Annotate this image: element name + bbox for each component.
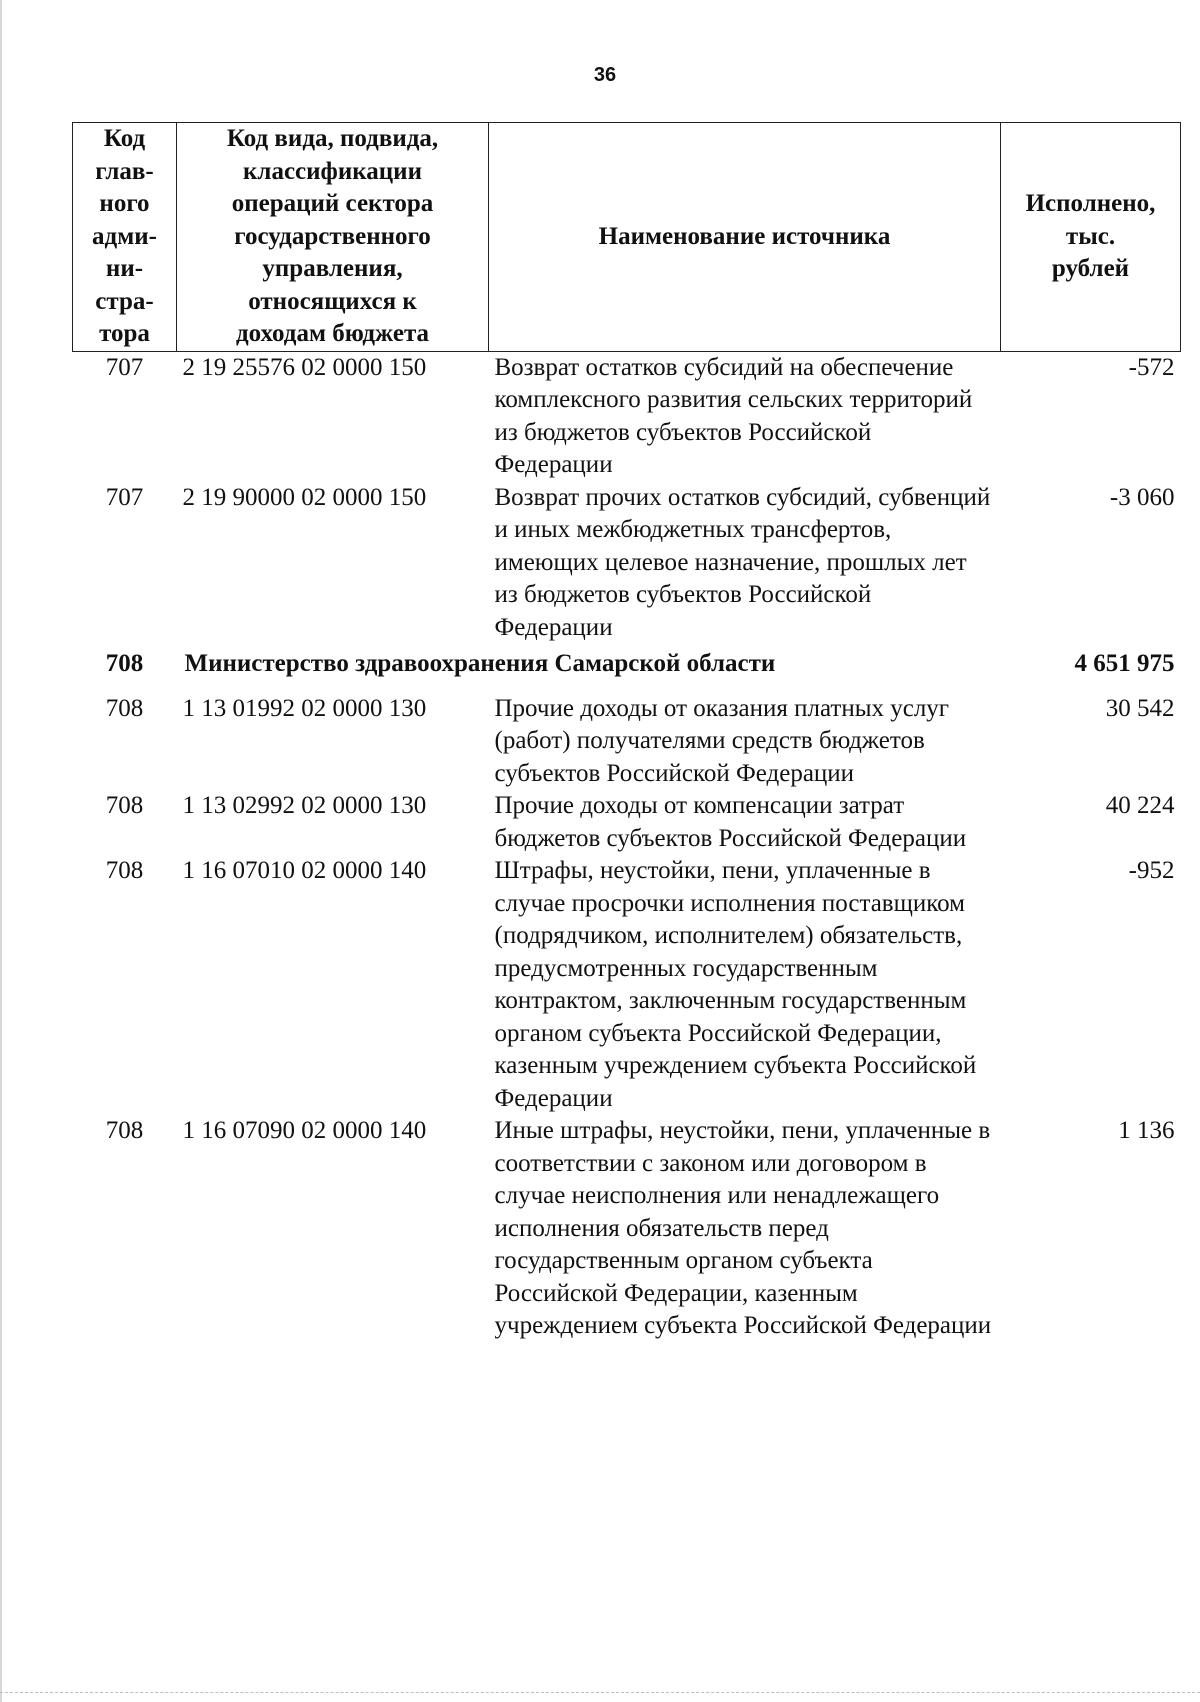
- amount-cell: 1 136: [1118, 1117, 1175, 1144]
- kbk-code-cell: 1 13 01992 02 0000 130: [182, 694, 427, 722]
- kbk-code-cell: 2 19 90000 02 0000 150: [182, 483, 427, 511]
- table-row: [73, 1115, 1181, 1343]
- header-line: операций сектора: [231, 190, 434, 217]
- header-line: рублей: [1051, 255, 1130, 282]
- header-admin-code: [73, 123, 177, 352]
- scan-edge-bottom: [0, 1692, 1200, 1694]
- table-header-row: [73, 123, 1181, 352]
- page-number: 36: [593, 64, 617, 86]
- source-name-cell: Прочие доходы от оказания платных услуг (работ) получателями средств бюджетов субъектов Российской Федерации: [494, 694, 950, 787]
- admin-code-cell: 708: [105, 694, 144, 722]
- revenue-sources-table: [72, 122, 1181, 1343]
- admin-code-cell: 708: [105, 792, 144, 819]
- header-line: глав-: [95, 157, 154, 185]
- table-row: [73, 790, 1181, 855]
- amount-cell: -572: [1128, 353, 1175, 381]
- header-line: государственного: [234, 222, 431, 250]
- source-name-cell: Возврат прочих остатков субсидий, субвенций и иных межбюджетных трансфертов, имеющих целевое назначение, прошлых лет из бюджетов субъектов Российской Федерации: [494, 483, 991, 641]
- kbk-code-cell: 1 16 07010 02 0000 140: [182, 857, 427, 884]
- header-executed: [1001, 123, 1181, 352]
- header-line: тора: [99, 320, 150, 347]
- table-row: [73, 681, 1181, 791]
- header-kbk-code: [177, 123, 489, 352]
- table-row: [73, 855, 1181, 1115]
- admin-code-cell: 708: [105, 857, 144, 884]
- header-line: тыс.: [1065, 222, 1116, 250]
- admin-code-cell: 707: [105, 483, 144, 511]
- header-line: Исполнено,: [1025, 190, 1156, 217]
- source-name-cell: Иные штрафы, неустойки, пени, уплаченные в соответствии с законом или договором в случае неисполнения или ненадлежащего исполнения обязательств перед государственным органом субъекта Российской Федерации, казенным учреждением субъекта Российской Федерации: [494, 1117, 992, 1339]
- header-line: Код вида, подвида,: [226, 125, 439, 152]
- table-row: [73, 482, 1181, 645]
- kbk-code-cell: 2 19 25576 02 0000 150: [182, 353, 427, 381]
- source-name-cell: Возврат остатков субсидий на обеспечение комплексного развития сельских территорий из бюджетов субъектов Российской Федерации: [494, 353, 973, 478]
- scan-edge-left: [0, 0, 2, 1702]
- amount-cell: -952: [1128, 857, 1175, 884]
- admin-code-cell: 707: [105, 353, 144, 381]
- table-row: [73, 351, 1181, 482]
- header-source-name: [489, 123, 1001, 352]
- header-line: управления,: [262, 255, 403, 282]
- section-name: Министерство здравоохранения Самарской области: [184, 650, 776, 677]
- section-admin-code: 708: [105, 650, 144, 677]
- kbk-code-cell: 1 13 02992 02 0000 130: [182, 792, 427, 819]
- header-line: Код: [103, 125, 146, 152]
- source-name-cell: Прочие доходы от компенсации затрат бюджетов субъектов Российской Федерации: [494, 792, 967, 852]
- header-line: доходам бюджета: [235, 320, 430, 347]
- kbk-code-cell: 1 16 07090 02 0000 140: [182, 1117, 427, 1144]
- header-line: ного: [99, 190, 150, 217]
- amount-cell: 40 224: [1105, 792, 1175, 819]
- header-line: адми-: [92, 222, 157, 250]
- header-line: Наименование источника: [598, 222, 891, 250]
- amount-cell: -3 060: [1109, 483, 1175, 511]
- section-row: [73, 644, 1181, 681]
- section-amount: 4 651 975: [1074, 650, 1175, 677]
- header-line: стра-: [95, 287, 154, 315]
- header-line: относящихся к: [248, 287, 417, 315]
- amount-cell: 30 542: [1105, 694, 1175, 722]
- header-line: ни-: [105, 255, 144, 282]
- header-line: классификации: [243, 157, 422, 185]
- admin-code-cell: 708: [105, 1117, 144, 1144]
- source-name-cell: Штрафы, неустойки, пени, уплаченные в случае просрочки исполнения поставщиком (подрядчиком, исполнителем) обязательств, предусмотренных государственным контрактом, заключенным государственным органом субъекта Российской Федерации, казенным учреждением субъекта Российской Федерации: [494, 857, 977, 1112]
